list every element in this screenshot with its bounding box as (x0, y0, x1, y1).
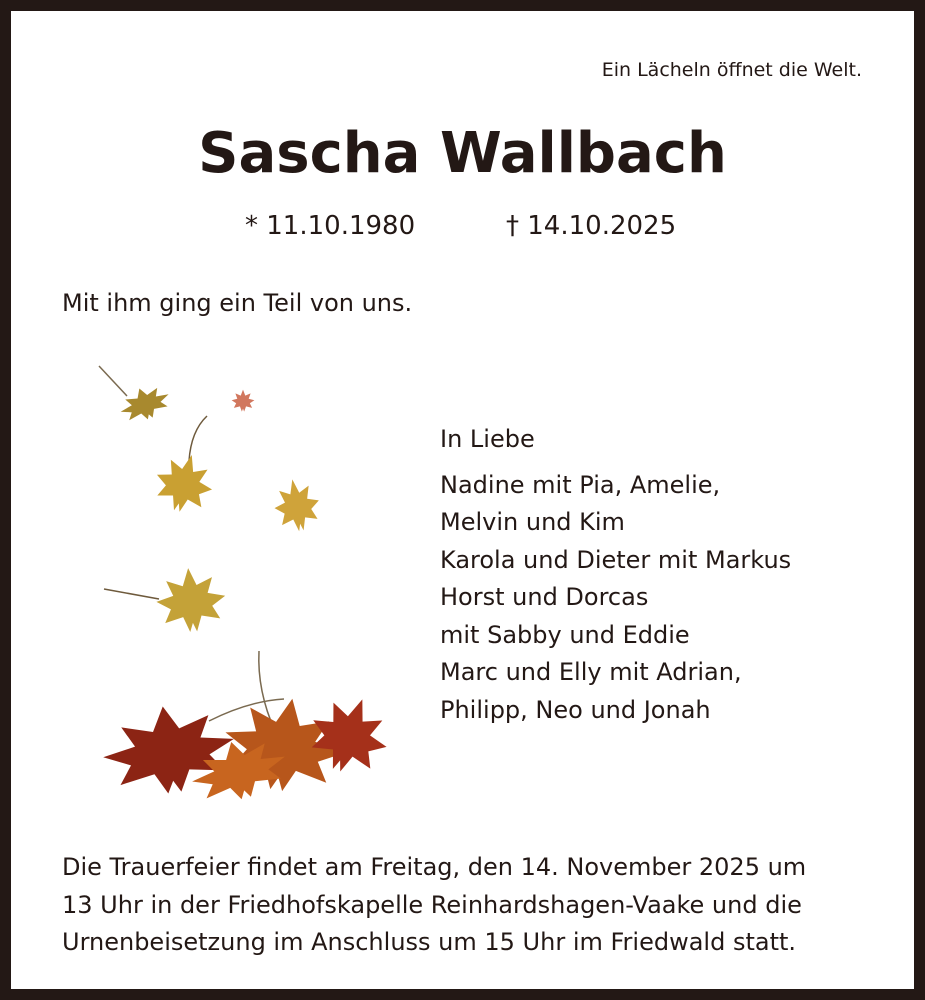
mourner-line: Marc und Elly mit Adrian, (440, 658, 742, 686)
motto: Ein Lächeln öffnet die Welt. (601, 59, 862, 81)
greeting: In Liebe (440, 425, 535, 453)
deceased-name: Sascha Wallbach (198, 121, 727, 186)
leaf-small-top (115, 380, 174, 427)
leaf-upper-middle (149, 448, 219, 519)
death-date: † 14.10.2025 (506, 211, 677, 241)
leaf-middle (154, 565, 228, 635)
funeral-line: Urnenbeisetzung im Anschluss um 15 Uhr im Friedwald statt. (62, 928, 797, 956)
funeral-line: Die Trauerfeier findet am Freitag, den 14. November 2025 um (62, 853, 807, 881)
mourner-line: mit Sabby und Eddie (440, 620, 690, 649)
mourners-block (440, 421, 791, 729)
mourner-line: Horst und Dorcas (440, 583, 649, 611)
leaf-tiny-red (232, 390, 255, 412)
leaf-right-upper (270, 476, 323, 535)
autumn-leaves-illustration (79, 351, 399, 801)
mourner-line: Philipp, Neo und Jonah (440, 695, 711, 724)
mourner-line: Melvin und Kim (440, 508, 625, 536)
mourner-line: Nadine mit Pia, Amelie, (440, 470, 721, 499)
birth-date: * 11.10.1980 (245, 211, 416, 241)
funeral-line: 13 Uhr in der Friedhofskapelle Reinhardshagen-Vaake und die (62, 890, 802, 919)
mourner-line: Karola und Dieter mit Markus (440, 545, 792, 574)
funeral-announcement (62, 849, 806, 962)
intro-text: Mit ihm ging ein Teil von uns. (62, 289, 413, 317)
